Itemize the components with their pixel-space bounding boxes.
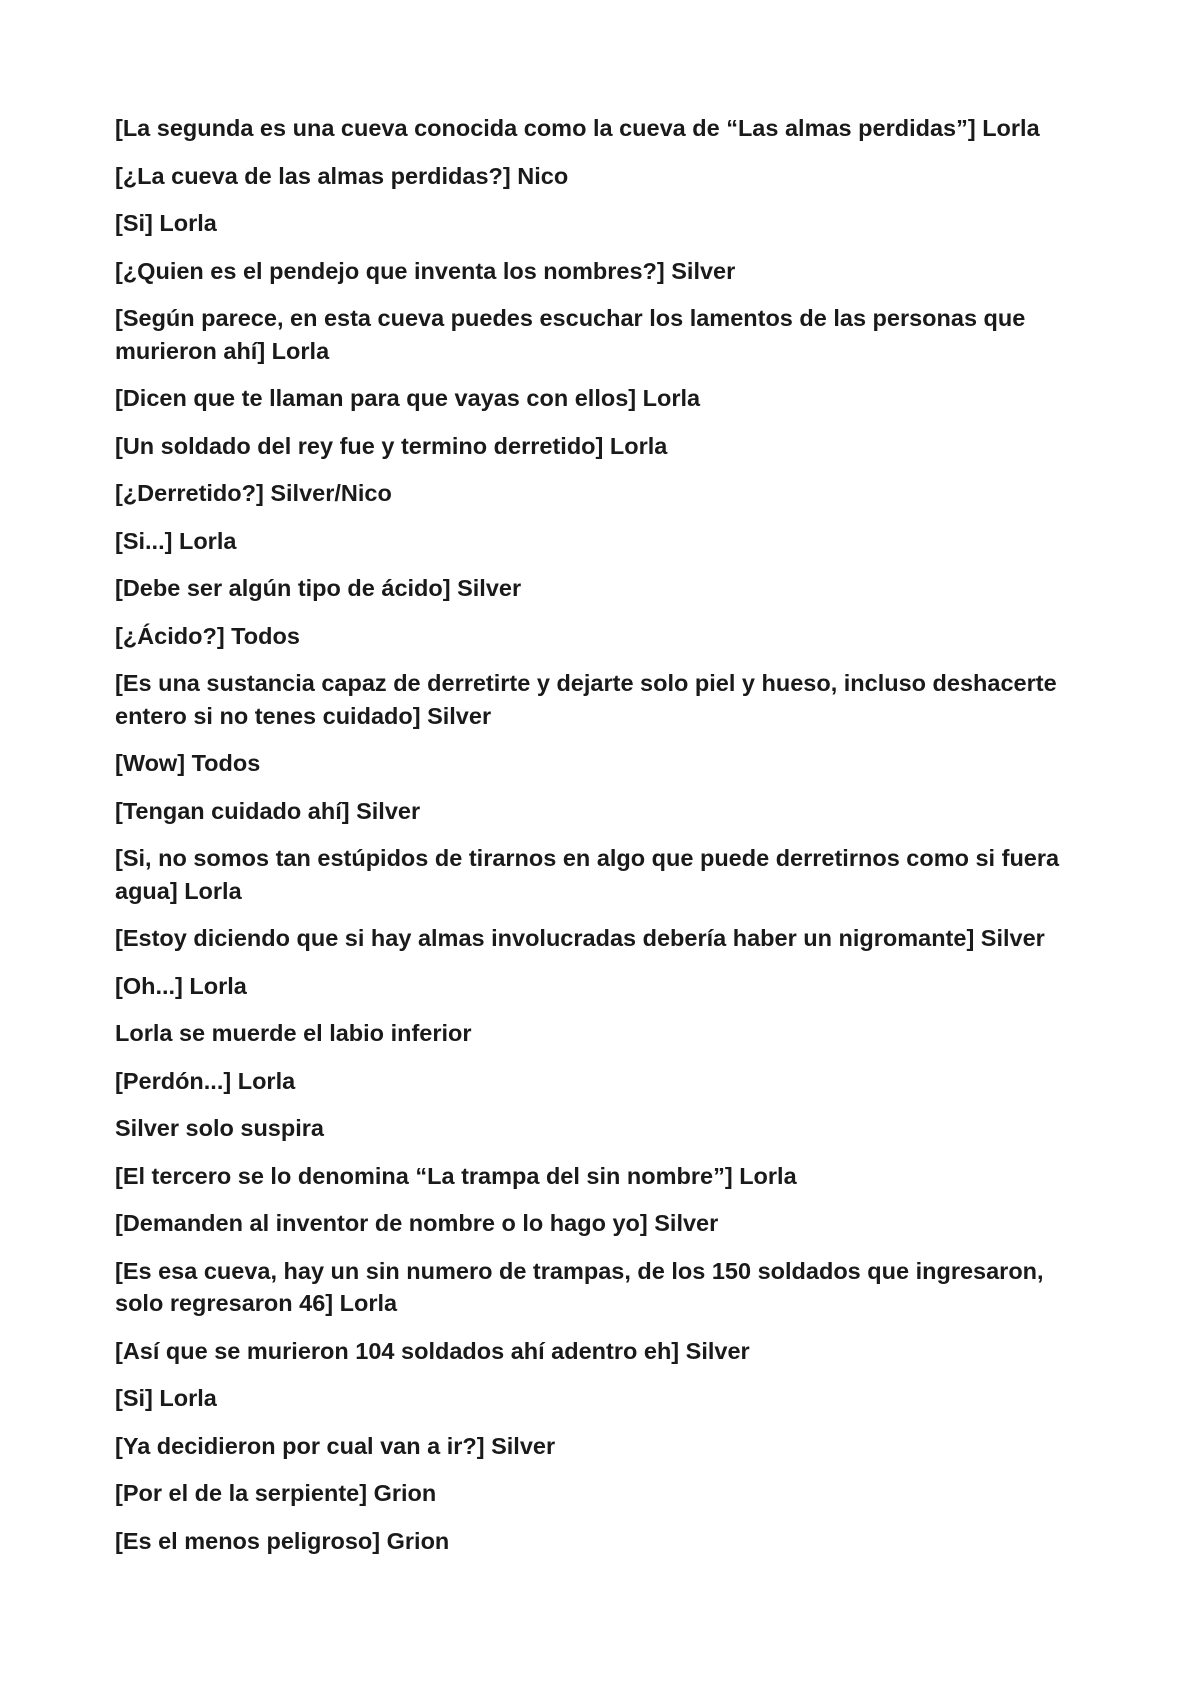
paragraph: [¿Derretido?] Silver/Nico bbox=[115, 480, 392, 506]
paragraph: [Estoy diciendo que si hay almas involucradas debería haber un nigromante] Silver bbox=[115, 925, 1045, 951]
paragraph: [Si] Lorla bbox=[115, 1385, 217, 1411]
paragraph: [El tercero se lo denomina “La trampa del sin nombre”] Lorla bbox=[115, 1162, 797, 1189]
paragraph: [Un soldado del rey fue y termino derretido] Lorla bbox=[115, 432, 668, 459]
paragraph: [Si, no somos tan estúpidos de tirarnos en algo que puede derretirnos como si fuera agua] Lorla bbox=[115, 845, 1060, 904]
paragraph: [Si] Lorla bbox=[115, 210, 217, 236]
paragraph: [Es el menos peligroso] Grion bbox=[115, 1527, 450, 1554]
paragraph: [¿La cueva de las almas perdidas?] Nico bbox=[115, 162, 569, 189]
paragraph: [Wow] Todos bbox=[115, 750, 261, 776]
paragraph: [Demanden al inventor de nombre o lo hago yo] Silver bbox=[115, 1210, 719, 1236]
document-body bbox=[115, 112, 1090, 1572]
paragraph: [Debe ser algún tipo de ácido] Silver bbox=[115, 575, 522, 601]
paragraph: [Así que se murieron 104 soldados ahí adentro eh] Silver bbox=[115, 1337, 750, 1364]
paragraph: [Según parece, en esta cueva puedes escuchar los lamentos de las personas que murieron ahí] Lorla bbox=[115, 305, 1026, 364]
paragraph: [Ya decidieron por cual van a ir?] Silver bbox=[115, 1432, 556, 1459]
paragraph: [Es esa cueva, hay un sin numero de trampas, de los 150 soldados que ingresaron, solo regresaron 46] Lorla bbox=[115, 1257, 1044, 1316]
paragraph: [Tengan cuidado ahí] Silver bbox=[115, 797, 421, 824]
paragraph: Silver solo suspira bbox=[115, 1115, 324, 1141]
paragraph: [Dicen que te llaman para que vayas con ellos] Lorla bbox=[115, 385, 701, 411]
paragraph: [¿Ácido?] Todos bbox=[115, 622, 300, 649]
paragraph: Lorla se muerde el labio inferior bbox=[115, 1020, 472, 1046]
paragraph: [Oh...] Lorla bbox=[115, 972, 247, 999]
paragraph: [¿Quien es el pendejo que inventa los nombres?] Silver bbox=[115, 257, 736, 284]
paragraph: [Perdón...] Lorla bbox=[115, 1067, 296, 1094]
paragraph: [Si...] Lorla bbox=[115, 527, 237, 554]
paragraph: [La segunda es una cueva conocida como la cueva de “Las almas perdidas”] Lorla bbox=[115, 115, 1040, 141]
paragraph: [Por el de la serpiente] Grion bbox=[115, 1480, 437, 1506]
paragraph: [Es una sustancia capaz de derretirte y dejarte solo piel y hueso, incluso deshacerte entero si no tenes cuidado] Silver bbox=[115, 670, 1057, 729]
